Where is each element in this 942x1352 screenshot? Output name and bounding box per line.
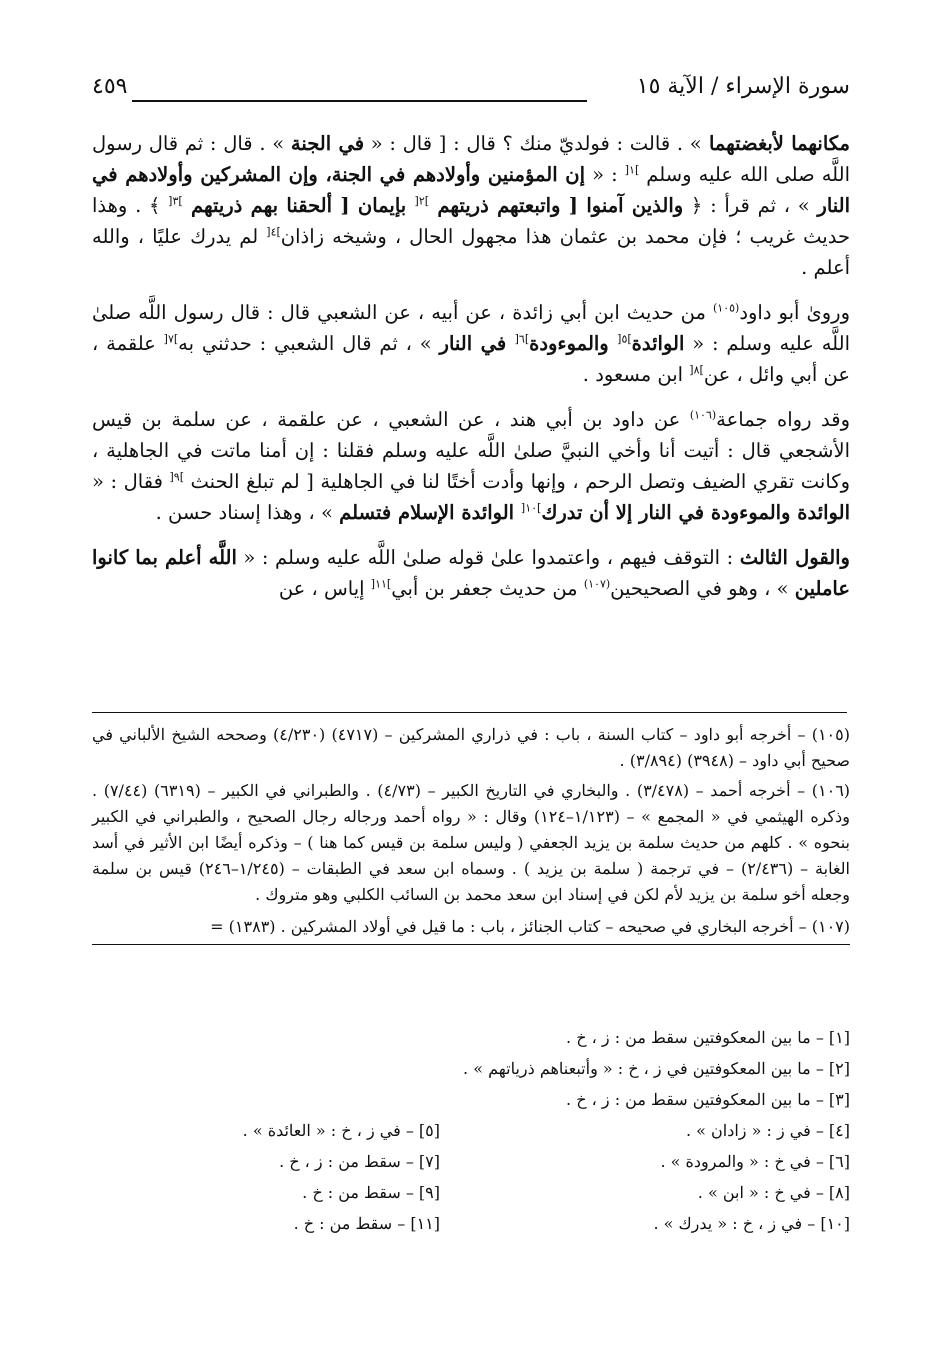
text-run: وروىٰ أبو داود bbox=[739, 301, 851, 324]
variant-1: [١] – ما بين المعكوفتين سقط من : ز ، خ . bbox=[566, 1028, 850, 1047]
hadith-text: الوائدة bbox=[631, 332, 685, 355]
paragraph-4 bbox=[92, 542, 850, 604]
text-run: وقد رواه جماعة bbox=[716, 408, 850, 431]
text-run: ابن مسعود . bbox=[582, 363, 690, 386]
variant-ref: ]١١[ bbox=[370, 577, 392, 591]
footnote-ref: (١٠٥) bbox=[713, 301, 740, 315]
paragraph-3 bbox=[92, 404, 850, 528]
variant-ref: ]٥[ bbox=[617, 332, 632, 346]
variant-ref: ]٢[ bbox=[414, 194, 430, 208]
paragraph-2 bbox=[92, 297, 850, 390]
variant-ref: ]٦[ bbox=[514, 332, 530, 346]
paragraph-1 bbox=[92, 128, 850, 283]
variant-ref: ]١٠[ bbox=[520, 501, 542, 515]
text-run: فقال : « bbox=[92, 470, 170, 493]
page-header bbox=[92, 74, 850, 114]
variant-readings bbox=[92, 1022, 850, 1239]
text-run: إياس ، عن bbox=[278, 577, 371, 600]
quran-text: والذين آمنوا [ واتبعتهم ذريتهم bbox=[429, 194, 684, 217]
footnote-ref: (١٠٦) bbox=[689, 408, 717, 422]
text-run: : التوقف فيهم ، واعتمدوا علىٰ قوله صلىٰ اللَّه عليه وسلم : « bbox=[236, 546, 740, 569]
footnote-107: (١٠٧) – أخرجه البخاري في صحيحه – كتاب الجنائز ، باب : ما قيل في أولاد المشركين . (١٣٨٣) = bbox=[92, 914, 850, 945]
hadith-text: إن المؤمنين وأولادهم في الجنة، وإن المشركين وأولادهم في النار bbox=[92, 163, 851, 217]
text-run: علقمة ، عن أبي وائل ، عن bbox=[92, 332, 850, 386]
text-run: عن داود بن أبي هند ، عن الشعبي ، عن علقمة ، عن سلمة بن قيس الأشجعي قال : أتيت أنا وأخي النبيَّ صلىٰ اللَّه عليه وسلم فقلنا : إن أمنا ماتت في الجاهلية ، وكانت تقري الضيف وتصل الرحم ، وإنها وأدت أختًا لنا في الجاهلية [ لم تبلغ الحنث bbox=[92, 408, 850, 493]
bold-phrase: مكانهما لأبغضتهما bbox=[701, 132, 850, 155]
main-text bbox=[92, 128, 850, 618]
variant-grid bbox=[92, 1115, 850, 1239]
footnotes bbox=[92, 722, 850, 949]
variant-8: [٨] – في خ : « ابن » . bbox=[697, 1183, 850, 1202]
variant-2: [٢] – ما بين المعكوفتين في ز ، خ : « وأتبعناهم ذرياتهم » . bbox=[463, 1059, 850, 1078]
variant-ref: ]٩[ bbox=[169, 470, 184, 484]
text-run: » . قال : ثم قال رسول اللَّه صلى الله عليه وسلم bbox=[92, 132, 850, 186]
variant-11: [١١] – سقط من : خ . bbox=[293, 1214, 440, 1233]
variant-ref: ]٧[ bbox=[163, 332, 179, 346]
hadith-text: والموءودة bbox=[529, 332, 618, 355]
text-run: » . قالت : فولديّ منك ؟ قال : [ قال : « bbox=[364, 132, 702, 155]
variant-9: [٩] – سقط من : خ . bbox=[302, 1183, 440, 1202]
hadith-text: الوائدة الإسلام فتسلم bbox=[339, 501, 521, 524]
header-rule bbox=[132, 100, 587, 102]
text-run: لم يدرك عليًا ، والله أعلم . bbox=[92, 225, 850, 279]
text-run: ﴾ . وهذا حديث غريب ؛ فإن محمد بن عثمان هذا مجهول الحال ، وشيخه زاذان bbox=[92, 194, 850, 248]
text-run: » ، وهو في الصحيحين bbox=[610, 577, 795, 600]
hadith-text: الوائدة والموءودة في النار إلا أن تدرك bbox=[541, 501, 850, 524]
variant-3: [٣] – ما بين المعكوفتين سقط من : ز ، خ . bbox=[566, 1090, 850, 1109]
variant-7: [٧] – سقط من : ز ، خ . bbox=[279, 1152, 440, 1171]
quran-text: بإيمان [ ألحقنا بهم ذريتهم bbox=[182, 194, 415, 217]
bold-phrase: في الجنة bbox=[290, 132, 365, 155]
variant-4: [٤] – في ز : « زادان » . bbox=[685, 1121, 850, 1140]
hadith-text: في النار bbox=[439, 332, 515, 355]
footnote-105: (١٠٥) – أخرجه أبو داود – كتاب السنة ، باب : في ذراري المشركين – (٤٧١٧) (٤/٢٣٠) وصححه الشيخ الألباني في صحيح أبي داود – (٣٩٤٨) (٣/٨٩٤) . bbox=[92, 725, 850, 770]
text-run: » ، ثم قرأ : ﴿ bbox=[683, 194, 818, 217]
text-run: » ، ثم قال الشعبي : حدثني به bbox=[178, 332, 440, 355]
text-run: من حديث جعفر بن أبي bbox=[391, 577, 584, 600]
running-title: سورة الإسراء / الآية ١٥ bbox=[636, 74, 850, 99]
page-number: ٤٥٩ bbox=[92, 74, 128, 99]
hadith-text: اللَّه أعلم بما كانوا عاملين bbox=[92, 546, 850, 600]
variant-ref: ]٣[ bbox=[168, 194, 183, 208]
variant-6: [٦] – في خ : « والمرودة » . bbox=[660, 1152, 850, 1171]
footnote-ref: (١٠٧) bbox=[583, 577, 611, 591]
variant-ref: ]٨[ bbox=[689, 363, 704, 377]
variant-10: [١٠] – في ز ، خ : « يدرك » . bbox=[653, 1214, 850, 1233]
text-run: من حديث ابن أبي زائدة ، عن أبيه ، عن الشعبي قال : قال رسول اللَّه صلىٰ اللَّه عليه وسلم : « bbox=[92, 301, 850, 355]
variant-ref: ]١[ bbox=[624, 163, 640, 177]
footnote-106: (١٠٦) – أخرجه أحمد – (٣/٤٧٨) . والبخاري في التاريخ الكبير – (٤/٧٣) . والطبراني في الكبير – (٦٣١٩) (٧/٤٤) . وذكره الهيثمي في « المجمع » – (١/١٢٣–١٢٤) وقال : « رواه أحمد ورجاله رجال الصحيح ، والطبراني في الكبير بنحوه » . كلهم من حديث سلمة بن يزيد الجعفي ( وليس سلمة بن قيس كما هنا ) – وذكره أيضًا ابن الأثير في أسد الغابة – (٢/٤٣٦) – في ترجمة ( سلمة بن يزيد ) . وسماه ابن سعد في الطبقات – (١/٢٤٥–٢٤٦) قيس بن سلمة وجعله أخو سلمة بن يزيد لأم لكن في إسناد ابن سعد محمد بن السائب الكلبي وهو متروك . bbox=[92, 781, 851, 904]
variant-ref: ]٤[ bbox=[266, 225, 281, 239]
text-run: » ، وهذا إسناد حسن . bbox=[155, 501, 340, 524]
text-run: : « bbox=[585, 163, 625, 186]
footnote-separator bbox=[92, 712, 847, 713]
variant-5: [٥] – في ز ، خ : « العائدة » . bbox=[242, 1121, 440, 1140]
section-lead: والقول الثالث bbox=[739, 546, 850, 569]
